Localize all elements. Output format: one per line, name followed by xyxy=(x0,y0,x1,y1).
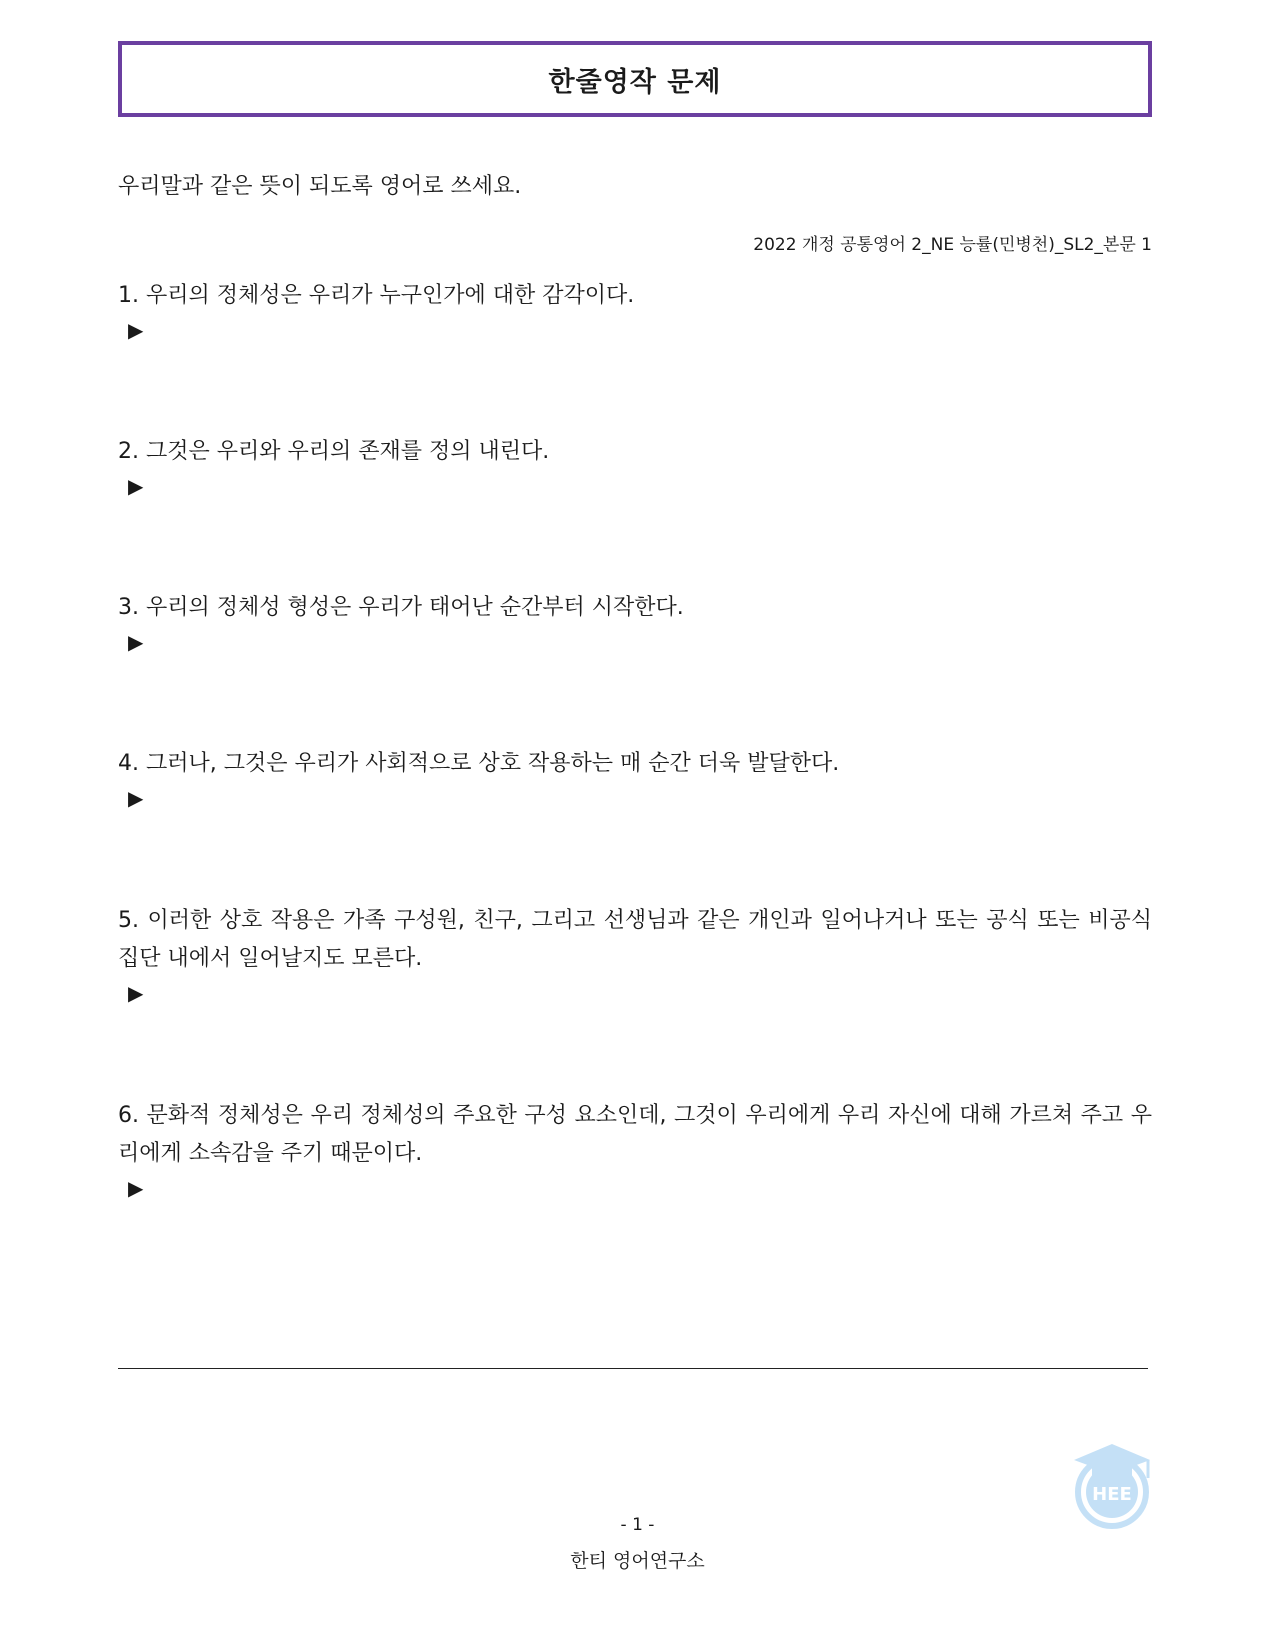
answer-arrow-icon: ▶ xyxy=(128,474,144,498)
source-label: 2022 개정 공통영어 2_NE 능률(민병천)_SL2_본문 1 xyxy=(753,235,1152,255)
hee-logo-icon xyxy=(1070,1442,1154,1530)
question-5: 5. 이러한 상호 작용은 가족 구성원, 친구, 그리고 선생님과 같은 개인과 일어나거나 또는 공식 또는 비공식 집단 내에서 일어날지도 모른다. xyxy=(118,908,1152,971)
page-title: 한줄영작 문제 xyxy=(548,66,722,98)
answer-arrow-icon: ▶ xyxy=(128,786,144,810)
question-2: 2. 그것은 우리와 우리의 존재를 정의 내린다. xyxy=(118,439,550,464)
question-6: 6. 문화적 정체성은 우리 정체성의 주요한 구성 요소인데, 그것이 우리에게 우리 자신에 대해 가르쳐 주고 우리에게 소속감을 주기 때문이다. xyxy=(118,1103,1152,1166)
question-3: 3. 우리의 정체성 형성은 우리가 태어난 순간부터 시작한다. xyxy=(118,595,684,620)
footer-divider xyxy=(118,1368,1148,1369)
question-1: 1. 우리의 정체성은 우리가 누구인가에 대한 감각이다. xyxy=(118,283,635,308)
instruction-text: 우리말과 같은 뜻이 되도록 영어로 쓰세요. xyxy=(118,174,522,199)
answer-arrow-icon: ▶ xyxy=(128,318,144,342)
answer-arrow-icon: ▶ xyxy=(128,981,144,1005)
answer-arrow-icon: ▶ xyxy=(128,1176,144,1200)
footer-organization: 한티 영어연구소 xyxy=(570,1550,705,1572)
question-4: 4. 그러나, 그것은 우리가 사회적으로 상호 작용하는 매 순간 더욱 발달한다. xyxy=(118,751,840,776)
title-box xyxy=(118,41,1152,117)
answer-arrow-icon: ▶ xyxy=(128,630,144,654)
logo-text: HEE xyxy=(1092,1484,1132,1505)
page-number: - 1 - xyxy=(620,1515,655,1535)
